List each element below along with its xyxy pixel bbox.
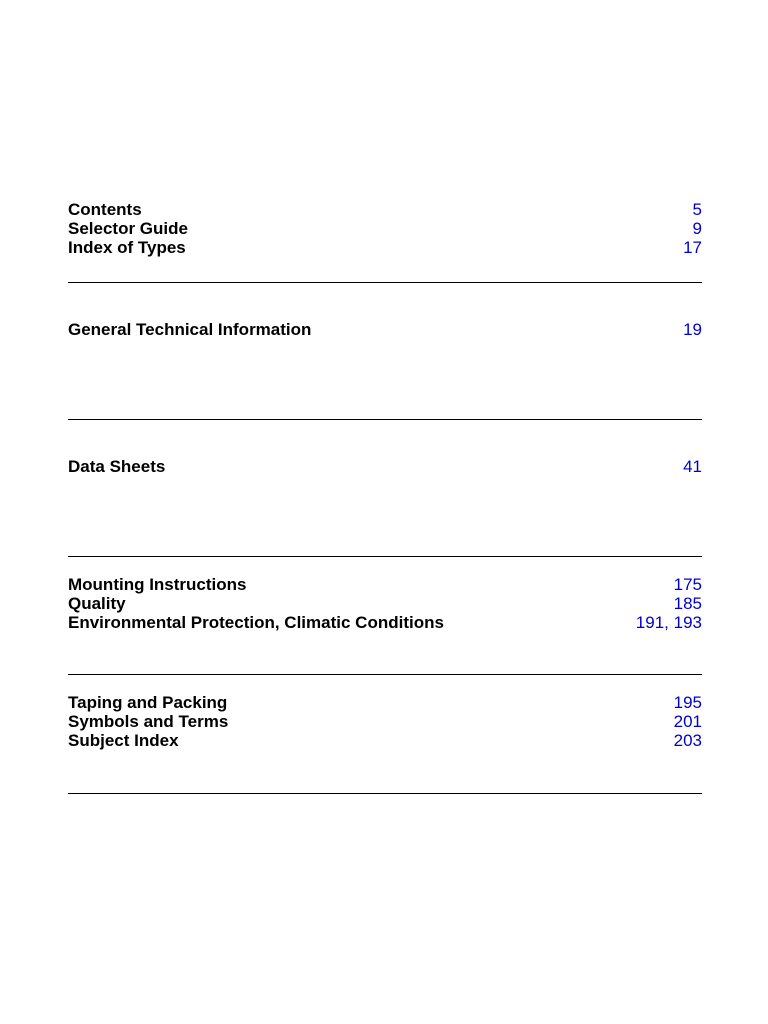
toc-entry-title: Taping and Packing [68,693,228,712]
toc-entry-title: Symbols and Terms [68,712,229,731]
toc-entry-subject-index[interactable] [68,731,702,750]
page-number[interactable]: 185 [673,594,702,613]
toc-entry-page-link[interactable] [674,712,702,731]
toc-entry-page-link[interactable] [674,731,702,750]
toc-entry-index-of-types[interactable] [68,238,702,257]
toc-entry-symbols-and-terms[interactable] [68,712,702,731]
toc-entry-environmental-protection[interactable] [68,613,702,632]
toc-entry-title: Quality [68,594,126,613]
toc-entry-page-link[interactable] [674,594,702,613]
toc-entry-title: Index of Types [68,238,186,257]
toc-entry-selector-guide[interactable] [68,219,702,238]
toc-entry-page-link[interactable] [674,575,702,594]
toc-entry-title: Environmental Protection, Climatic Conditions [68,613,444,632]
page-number[interactable]: 191 [635,613,665,632]
page-number[interactable]: 201 [673,712,702,731]
page-number[interactable]: 5 [692,200,702,219]
toc-entry-general-technical-information[interactable] [68,320,702,339]
toc-entry-title: Selector Guide [68,219,188,238]
table-of-contents [68,200,702,794]
toc-entry-title: General Technical Information [68,320,312,339]
toc-entry-page-link[interactable] [683,320,702,339]
page-number[interactable]: 19 [683,320,702,339]
toc-entry-title: Mounting Instructions [68,575,247,594]
page-number[interactable]: 193 [673,613,702,632]
toc-entry-mounting-instructions[interactable] [68,575,702,594]
page-number[interactable]: 203 [673,731,702,750]
toc-entry-contents[interactable] [68,200,702,219]
toc-entry-quality[interactable] [68,594,702,613]
toc-section-front-matter [68,200,702,283]
page-number[interactable]: 195 [673,693,702,712]
page-number[interactable]: 17 [683,238,702,257]
toc-entry-page-link[interactable] [683,457,702,476]
page-separator: , [664,613,674,632]
toc-entry-page-links [636,613,702,632]
page-number[interactable]: 175 [673,575,702,594]
toc-section-general-technical-information [68,320,702,420]
toc-section-appendix [68,693,702,794]
toc-entry-data-sheets[interactable] [68,457,702,476]
page-number[interactable]: 41 [683,457,702,476]
toc-entry-page-link[interactable] [693,200,702,219]
toc-entry-taping-and-packing[interactable] [68,693,702,712]
toc-section-data-sheets [68,457,702,557]
toc-entry-title: Subject Index [68,731,179,750]
toc-section-mounting-quality-environment [68,575,702,675]
toc-entry-title: Data Sheets [68,457,166,476]
toc-entry-page-link[interactable] [683,238,702,257]
toc-entry-page-link[interactable] [693,219,702,238]
toc-entry-page-link[interactable] [674,693,702,712]
toc-entry-title: Contents [68,200,142,219]
page-number[interactable]: 9 [692,219,702,238]
